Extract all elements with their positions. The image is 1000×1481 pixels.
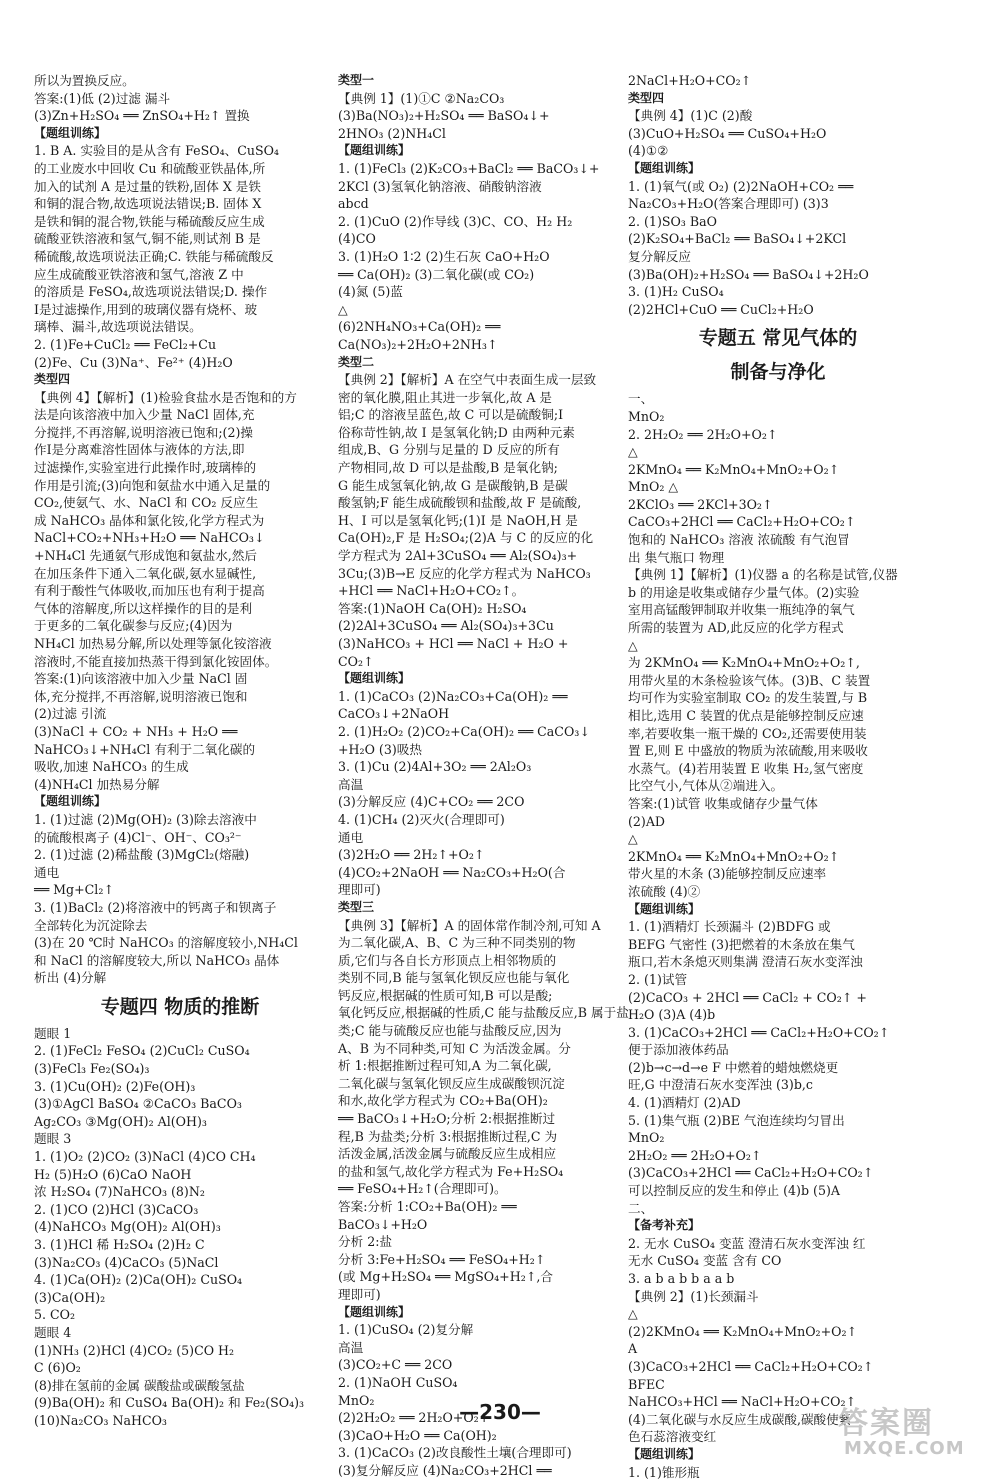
text-line: 铝;C 的溶液呈蓝色,故 C 可以是硫酸铜;I: [338, 407, 564, 423]
text-line: (4)NH₄Cl 加热易分解: [34, 776, 160, 792]
text-line: (2)K₂SO₄+BaCl₂ ══ BaSO₄↓+2KCl: [628, 231, 847, 247]
text-line: 2. (1)试管: [628, 971, 688, 987]
text-line: ══ Mg+Cl₂↑: [34, 882, 114, 898]
text-line: △: [338, 301, 348, 317]
text-line: 和水,故化学方程式为 CO₂+Ba(OH)₂: [338, 1093, 548, 1109]
text-line: 1. B A. 实验目的是从含有 FeSO₄、CuSO₄: [34, 143, 279, 159]
text-line: NaCl+CO₂+NH₃+H₂O ══ NaHCO₃↓: [34, 530, 265, 546]
text-line: 3. (1)HCl 稀 H₂SO₄ (2)H₂ C: [34, 1237, 205, 1252]
text-line: 于更多的二氧化碳参与反应;(4)因为: [34, 618, 233, 634]
text-line: MnO₂: [628, 1130, 665, 1146]
text-line: (或 Mg+H₂SO₄ ══ MgSO₄+H₂↑,合: [338, 1269, 553, 1285]
text-line: 分析 3:Fe+H₂SO₄ ══ FeSO₄+H₂↑: [338, 1251, 546, 1267]
text-line: 2NaCl+H₂O+CO₂↑: [628, 73, 752, 88]
text-line: 成 NaHCO₃ 晶体和氯化铵,化学方程式为: [34, 512, 265, 528]
text-line: (6)2NH₄NO₃+Ca(OH)₂ ══: [338, 319, 501, 335]
text-line: 3. (1)BaCl₂ (2)将溶液中的钙离子和钡离子: [34, 899, 277, 915]
text-line: 密的氧化膜,阻止其进一步氧化,故 A 是: [338, 389, 553, 405]
text-line: 出 集气瓶口 物理: [628, 549, 725, 565]
text-line: 类;C 能与硫酸反应也能与盐酸反应,因为: [338, 1023, 562, 1039]
text-line: 3. (1)Cu(OH)₂ (2)Fe(OH)₃: [34, 1078, 196, 1094]
page-number: —230—: [459, 1400, 541, 1424]
text-line: 3. (1)CaCO₃ (2)改良酸性土壤(合理即可): [338, 1445, 572, 1461]
section-heading: 【题组训练】: [34, 125, 107, 140]
text-line: 程,B 为盐类;分析 3:根据推断过程,C 为: [338, 1128, 558, 1144]
text-line: 3. (1)CaCO₃+2HCl ══ CaCl₂+H₂O+CO₂↑: [628, 1024, 890, 1040]
text-line: abcd: [338, 196, 369, 212]
text-line: 学方程式为 2Al+3CuSO₄ ══ Al₂(SO₄)₃+: [338, 548, 578, 564]
text-line: 分析 2:盐: [338, 1234, 393, 1250]
text-line: 答案:(1)NaOH Ca(OH)₂ H₂SO₄: [338, 600, 527, 616]
text-line: 3. (1)H₂O 1∶2 (2)生石灰 CaO+H₂O: [338, 248, 550, 264]
text-line: 4. (1)酒精灯 (2)AD: [628, 1095, 741, 1111]
text-line: 1. (1)CaCO₃ (2)Na₂CO₃+Ca(OH)₂ ══: [338, 688, 568, 704]
text-line: 【典例 4】(1)C (2)酸: [628, 108, 753, 124]
text-line: (9)Ba(OH)₂ 和 CuSO₄ Ba(OH)₂ 和 Fe₂(SO₄)₃: [34, 1395, 305, 1411]
text-line: △: [628, 1306, 638, 1322]
text-line: 比空气小,气体从②端进入。: [628, 778, 784, 794]
section-heading: 类型四: [34, 372, 71, 387]
text-line: (2)2HCl+CuO ══ CuCl₂+H₂O: [628, 301, 814, 317]
text-line: 俗称苛性钠,故 I 是氢氧化钠;D 由两种元素: [338, 424, 575, 440]
watermark-text: 答案圈: [838, 1406, 934, 1441]
text-line: 类别不同,B 能与氢氧化钡反应也能与氧化: [338, 970, 570, 986]
text-line: 1. (1)CuSO₄ (2)复分解: [338, 1322, 474, 1338]
text-line: 【典例 3】【解析】A 的固体常作制冷剂,可知 A: [338, 917, 601, 933]
text-line: 产物相同,故 D 可以是盐酸,B 是氧化钠;: [338, 460, 558, 476]
text-line: +HCl ══ NaCl+H₂O+CO₂↑。: [338, 583, 525, 599]
text-line: H₂ (5)H₂O (6)CaO NaOH: [34, 1166, 192, 1182]
text-line: MnO₂ △: [628, 479, 679, 495]
text-line: (3)NaCl + CO₂ + NH₃ + H₂O ══: [34, 723, 238, 739]
text-line: 的硫酸根离子 (4)Cl⁻、OH⁻、CO₃²⁻: [34, 829, 242, 845]
text-line: (3)Zn+H₂SO₄ ══ ZnSO₄+H₂↑ 置换: [34, 108, 250, 124]
text-line: 氧化钙反应,根据碱的性质,C 能与盐酸反应,B 属于盐: [338, 1005, 629, 1021]
text-line: 2. 2H₂O₂ ══ 2H₂O+O₂↑: [628, 426, 778, 442]
text-line: 均可作为实验室制取 CO₂ 的发生装置,与 B: [628, 690, 868, 706]
text-line: (2)Fe、Cu (3)Na⁺、Fe²⁺ (4)H₂O: [34, 354, 233, 370]
text-line: 高温: [338, 1339, 364, 1355]
text-line: (3)在 20 ℃时 NaHCO₃ 的溶解度较小,NH₄Cl: [34, 935, 298, 951]
text-line: 5. CO₂: [34, 1307, 76, 1323]
section-heading: 类型四: [628, 90, 665, 105]
text-line: 质,它们与各自长方形顶点上相邻物质的: [338, 952, 557, 968]
section-heading: 【题组训练】: [628, 160, 701, 175]
text-line: 和 NaCl 的溶解度较大,所以 NaHCO₃ 晶体: [34, 952, 280, 968]
text-line: 带火星的木条 (3)能够控制反应速率: [628, 866, 827, 882]
text-line: 置 E,则 E 中盛放的物质为浓硫酸,用来吸收: [628, 743, 868, 759]
text-line: (1)NH₃ (2)HCl (4)CO₂ (5)CO H₂: [34, 1342, 235, 1358]
text-line: NH₄Cl 加热易分解,所以处理等氯化铵溶液: [34, 636, 272, 651]
text-line: 过滤操作,实验室进行此操作时,玻璃棒的: [34, 460, 257, 476]
text-line: BFEC: [628, 1376, 665, 1392]
text-line: H₂O (3)A (4)b: [628, 1007, 716, 1023]
text-line: 所需的装置为 AD,此反应的化学方程式: [628, 620, 844, 636]
text-line: 2H₂O₂ ══ 2H₂O+O₂↑: [628, 1147, 762, 1163]
text-line: (3)CaCO₃+2HCl ══ CaCl₂+H₂O+CO₂↑: [628, 1358, 874, 1374]
text-line: △: [628, 831, 638, 847]
text-line: △: [628, 444, 638, 460]
section-heading: 【题组训练】: [338, 1304, 411, 1319]
text-line: 2. (1)SO₃ BaO: [628, 213, 717, 229]
section-heading: 【题组训练】: [34, 794, 107, 809]
text-line: 的溶质是 FeSO₄,故选项说法错误;D. 操作: [34, 284, 268, 300]
text-line: 组成,B、G 分别与足量的 D 反应的所有: [338, 442, 560, 458]
text-line: 加入的试剂 A 是过量的铁粉,固体 X 是铁: [34, 178, 261, 194]
section-heading: 类型三: [338, 899, 375, 914]
text-line: (2)2H₂O₂ ══ 2H₂O+O₂↑: [338, 1410, 490, 1426]
text-line: 浓硫酸 (4)②: [628, 883, 701, 899]
text-line: 分搅拌,不再溶解,说明溶液已饱和;(2)操: [34, 424, 253, 440]
text-line: 答案:(1)低 (2)过滤 漏斗: [34, 90, 171, 106]
text-line: 瓶口,若木条熄灭则集满 澄清石灰水变浑浊: [628, 954, 863, 970]
text-line: (3)FeCl₃ Fe₂(SO₄)₃: [34, 1061, 150, 1077]
text-line: 率,若要收集一瓶干燥的 CO₂,还需要使用装: [628, 725, 867, 741]
text-line: 旺,G 中澄清石灰水变浑浊 (3)b,c: [628, 1077, 813, 1093]
text-line: 理即可): [338, 1286, 381, 1302]
text-line: 在加压条件下通入二氧化碳,氨水显碱性,: [34, 565, 257, 581]
text-line: 璃棒、漏斗,故选项说法错误。: [34, 319, 202, 335]
text-line: 复分解反应: [628, 248, 691, 264]
text-line: 二氧化碳与氢氧化钡反应生成碳酸钡沉淀: [338, 1075, 565, 1091]
text-line: MnO₂: [628, 408, 665, 424]
text-line: (3)NaHCO₃ + HCl ══ NaCl + H₂O +: [338, 636, 569, 651]
text-line: CaCO₃↓+2NaOH: [338, 706, 450, 722]
text-line: +NH₄Cl 先通氨气形成饱和氨盐水,然后: [34, 548, 257, 564]
section-heading: 【备考补充】: [628, 1218, 701, 1233]
text-line: 通电: [338, 829, 364, 845]
text-line: 1. (1)O₂ (2)CO₂ (3)NaCl (4)CO CH₄: [34, 1149, 256, 1165]
watermark-domain: MXQE.COM: [844, 1438, 965, 1459]
text-line: 题眼 3: [34, 1131, 72, 1147]
text-line: (2)CaCO₃ + 2HCl ══ CaCl₂ + CO₂↑ +: [628, 989, 867, 1005]
text-line: (3)Na₂CO₃ (4)CaCO₃ (5)NaCl: [34, 1254, 219, 1270]
text-line: 2. (1)CuO (2)作导线 (3)C、CO、H₂ H₂: [338, 213, 573, 229]
text-line: 3Cu;(3)B→E 反应的化学方程式为 NaHCO₃: [338, 565, 591, 581]
text-line: Ⅰ是过滤操作,用到的玻璃仪器有烧杯、玻: [34, 301, 258, 317]
text-line: 法是向该溶液中加入少量 NaCl 固体,充: [34, 407, 255, 423]
text-line: (3)CaO+H₂O ══ Ca(OH)₂: [338, 1427, 497, 1443]
text-line: b 的用途是收集或储存少量气体。(2)实验: [628, 584, 860, 600]
text-line: 无水 CuSO₄ 变蓝 含有 CO: [628, 1253, 782, 1269]
text-line: 【典例 1】(1)①C ②Na₂CO₃: [338, 90, 505, 106]
text-line: 3. (1)H₂ CuSO₄: [628, 284, 724, 300]
text-line: 硫酸亚铁溶液和氢气,铜不能,则试剂 B 是: [34, 231, 261, 247]
text-line: 二、: [628, 1200, 654, 1216]
text-line: 全部转化为沉淀除去: [34, 917, 148, 933]
text-line: A、B 为不同种类,可知 C 为活泼金属。分: [338, 1040, 571, 1056]
text-line: (3)CO₂+C ══ 2CO: [338, 1357, 453, 1373]
text-line: 2. (1)过滤 (2)稀盐酸 (3)MgCl₂(熔融): [34, 847, 250, 863]
text-line: 一、: [628, 391, 654, 407]
text-line: 和铜的混合物,故选项说法错误;B. 固体 X: [34, 196, 262, 212]
section-heading: 类型二: [338, 354, 375, 369]
text-line: ══ FeSO₄+H₂↑(合理即可)。: [338, 1181, 507, 1197]
text-line: 2. (1)H₂O₂ (2)CO₂+Ca(OH)₂ ══ CaCO₃↓: [338, 723, 590, 739]
text-line: (2)过滤 引流: [34, 706, 107, 722]
text-line: 答案:(1)试管 收集或储存少量气体: [628, 795, 818, 811]
text-line: (4)CO: [338, 231, 376, 247]
text-line: (3)Ba(NO₃)₂+H₂SO₄ ══ BaSO₄↓+: [338, 108, 550, 124]
text-line: (2)AD: [628, 813, 666, 829]
text-line: 1. (1)氧气(或 O₂) (2)2NaOH+CO₂ ══: [628, 178, 854, 194]
text-line: 4. (1)CH₄ (2)灭火(合理即可): [338, 811, 505, 827]
text-line: H、I 可以是氢氧化钙;(1)I 是 NaOH,H 是: [338, 512, 578, 528]
text-line: (4)CO₂+2NaOH ══ Na₂CO₃+H₂O(合: [338, 864, 566, 880]
text-line: 稀硫酸,故选项说法正确;C. 铁能与稀硫酸反: [34, 248, 274, 264]
text-line: 2. (1)NaOH CuSO₄: [338, 1374, 458, 1390]
text-line: BEFG 气密性 (3)把燃着的木条放在集气: [628, 936, 855, 952]
text-line: C (6)O₂: [34, 1360, 81, 1376]
text-line: Ca(OH)₂,F 是 H₂SO₄;(2)A 与 C 的反应的化: [338, 530, 594, 546]
text-line: 2. (1)FeCl₂ FeSO₄ (2)CuCl₂ CuSO₄: [34, 1043, 250, 1059]
text-line: CaCO₃+2HCl ══ CaCl₂+H₂O+CO₂↑: [628, 514, 856, 530]
text-line: 2. 无水 CuSO₄ 变蓝 澄清石灰水变浑浊 红: [628, 1235, 866, 1251]
text-line: 的工业废水中回收 Cu 和硫酸亚铁晶体,所: [34, 160, 266, 176]
text-line: 5. (1)集气瓶 (2)BE 气泡连续均匀冒出: [628, 1112, 845, 1128]
text-line: 为二氧化碳,A、B、C 为三种不同类别的物: [338, 935, 576, 951]
text-line: 析 1:根据推断过程可知,A 为二氧化碳,: [338, 1058, 552, 1074]
text-line: 答案:(1)向该溶液中加入少量 NaCl 固: [34, 671, 248, 687]
text-line: (2)2KMnO₄ ══ K₂MnO₄+MnO₂+O₂↑: [628, 1323, 858, 1339]
text-line: 吸收,加速 NaHCO₃ 的生成: [34, 759, 189, 775]
text-line: 相比,选用 C 装置的优点是能够控制反应速: [628, 708, 864, 723]
text-line: 用带火星的木条检验该气体。(3)B、C 装置: [628, 672, 871, 688]
text-line: (8)排在氢前的金属 碳酸盐或碳酸氢盐: [34, 1377, 245, 1393]
text-line: 应生成硫酸亚铁溶液和氢气,溶液 Z 中: [34, 266, 244, 282]
text-line: A: [628, 1341, 638, 1357]
text-line: 体,充分搅拌,不再溶解,说明溶液已饱和: [34, 688, 248, 704]
section-heading: 【题组训练】: [628, 1446, 701, 1461]
text-line: 题眼 1: [34, 1025, 72, 1041]
topic-title: 制备与净化: [730, 361, 826, 384]
text-line: (3)Ba(OH)₂+H₂SO₄ ══ BaSO₄↓+2H₂O: [628, 266, 869, 282]
column-left: [34, 72, 326, 1428]
text-line: ══ Ca(OH)₂ (3)二氧化碳(或 CO₂): [338, 266, 535, 282]
text-line: (3)CaCO₃+2HCl ══ CaCl₂+H₂O+CO₂↑: [628, 1165, 874, 1181]
text-line: 1. (1)酒精灯 长颈漏斗 (2)BDFG 或: [628, 919, 831, 935]
text-line: 作Ⅰ是分离难溶性固体与液体的方法,即: [34, 442, 245, 458]
text-line: (4)NaHCO₃ Mg(OH)₂ Al(OH)₃: [34, 1219, 221, 1235]
text-line: 理即可): [338, 882, 381, 898]
text-line: 溶液时,不能直接加热蒸干得到氯化铵固体。: [34, 653, 278, 669]
text-line: 高温: [338, 776, 364, 792]
watermark-logo: [838, 1398, 988, 1464]
text-line: (3)分解反应 (4)C+CO₂ ══ 2CO: [338, 794, 525, 810]
text-line: 饱和的 NaHCO₃ 溶液 浓硫酸 有气泡冒: [628, 532, 850, 548]
text-line: NaHCO₃+HCl ══ NaCl+H₂O+CO₂↑: [628, 1394, 857, 1410]
text-line: (10)Na₂CO₃ NaHCO₃: [34, 1412, 167, 1428]
topic-title: 专题四 物质的推断: [100, 995, 260, 1018]
text-line: 【典例 1】【解析】(1)仪器 a 的名称是试管,仪器: [628, 567, 898, 583]
text-line: 【典例 2】(1)长颈漏斗: [628, 1288, 759, 1304]
text-line: 1. (1)过滤 (2)Mg(OH)₂ (3)除去溶液中: [34, 811, 257, 827]
section-heading: 类型一: [338, 73, 375, 87]
text-line: 酸氢钠;F 能生成硫酸钡和盐酸,故 F 是硫酸,: [338, 495, 582, 511]
text-line: 3. (1)Cu (2)4Al+3O₂ ══ 2Al₂O₃: [338, 759, 532, 775]
text-line: +H₂O (3)吸热: [338, 741, 422, 757]
text-line: 析出 (4)分解: [34, 970, 107, 986]
text-line: (2)b→c→d→e F 中燃着的蜡烛燃烧更: [628, 1059, 839, 1075]
text-line: 钙反应,根据碱的性质可知,B 可以是酸;: [338, 987, 553, 1003]
text-line: CO₂↑: [338, 653, 374, 669]
text-line: 气体的溶解度,所以这样操作的目的是利: [34, 600, 253, 616]
text-line: (3)CuO+H₂SO₄ ══ CuSO₄+H₂O: [628, 125, 827, 141]
text-line: 水蒸气。(4)若用装置 E 收集 H₂,氢气密度: [628, 760, 864, 776]
text-line: 色石蕊溶液变红: [628, 1429, 717, 1445]
text-line: 活泼金属,活泼金属与硫酸反应生成相应: [338, 1146, 557, 1162]
text-line: 题眼 4: [34, 1324, 72, 1340]
text-line: BaCO₃↓+H₂O: [338, 1216, 428, 1232]
text-line: 1. (1)FeCl₃ (2)K₂CO₃+BaCl₂ ══ BaCO₃↓+: [338, 160, 600, 176]
text-line: (4)①②: [628, 143, 669, 159]
topic-title: 专题五 常见气体的: [698, 327, 858, 350]
text-line: 【典例 2】【解析】A 在空气中表面生成一层致: [338, 372, 597, 388]
text-line: MnO₂: [338, 1392, 375, 1408]
text-line: Ca(NO₃)₂+2H₂O+2NH₃↑: [338, 336, 498, 352]
text-line: ══ BaCO₃↓+H₂O;分析 2:根据推断过: [338, 1111, 556, 1127]
text-line: 4. (1)Ca(OH)₂ (2)Ca(OH)₂ CuSO₄: [34, 1272, 243, 1288]
text-line: 2. (1)Fe+CuCl₂ ══ FeCl₂+Cu: [34, 336, 217, 352]
text-line: (4)氮 (5)蓝: [338, 284, 403, 300]
section-heading: 【题组训练】: [338, 671, 411, 686]
text-line: NaHCO₃↓+NH₄Cl 有利于二氧化碳的: [34, 741, 256, 757]
text-line: (2)2Al+3CuSO₄ ══ Al₂(SO₄)₃+3Cu: [338, 618, 554, 634]
text-line: 室用高锰酸钾制取并收集一瓶纯净的氧气: [628, 602, 855, 618]
text-line: (3)Ca(OH)₂: [34, 1289, 106, 1305]
text-line: 【典例 4】【解析】(1)检验食盐水是否饱和的方: [34, 389, 297, 405]
text-line: 便于添加液体药品: [628, 1042, 729, 1058]
text-line: 2KMnO₄ ══ K₂MnO₄+MnO₂+O₂↑: [628, 848, 840, 864]
text-line: △: [628, 637, 638, 653]
text-line: 的盐和氢气,故化学方程式为 Fe+H₂SO₄: [338, 1163, 564, 1179]
text-line: 所以为置换反应。: [34, 73, 135, 88]
text-line: 浓 H₂SO₄ (7)NaHCO₃ (8)N₂: [34, 1184, 205, 1200]
text-line: CO₂,使氨气、水、NaCl 和 CO₂ 反应生: [34, 495, 259, 511]
text-line: G 能生成氢氧化钠,故 G 是碳酸钠,B 是碳: [338, 477, 568, 493]
text-line: 1. (1)锥形瓶: [628, 1464, 700, 1480]
text-line: 作用是引流;(3)向饱和氨盐水中通入足量的: [34, 477, 271, 493]
text-line: 2HNO₃ (2)NH₄Cl: [338, 125, 446, 141]
text-line: 2. (1)CO (2)HCl (3)CaCO₃: [34, 1201, 199, 1217]
section-heading: 【题组训练】: [338, 143, 411, 158]
text-line: 为 2KMnO₄ ══ K₂MnO₄+MnO₂+O₂↑,: [628, 655, 860, 671]
text-line: (3)①AgCl BaSO₄ ②CaCO₃ BaCO₃: [34, 1096, 242, 1112]
text-line: 通电: [34, 864, 60, 880]
text-line: (4)二氧化碳与水反应生成碳酸,碳酸使紫: [628, 1411, 852, 1427]
text-line: 2KMnO₄ ══ K₂MnO₄+MnO₂+O₂↑: [628, 461, 840, 477]
text-line: Ag₂CO₃ ③Mg(OH)₂ Al(OH)₃: [34, 1113, 207, 1129]
text-line: 2KCl (3)氢氧化钠溶液、硝酸钠溶液: [338, 178, 542, 194]
section-heading: 【题组训练】: [628, 901, 701, 916]
text-line: 2KClO₃ ══ 2KCl+3O₂↑: [628, 496, 773, 512]
text-line: 答案:分析 1:CO₂+Ba(OH)₂ ══: [338, 1199, 517, 1214]
text-line: 3. a b a b b a a b: [628, 1271, 735, 1286]
text-line: 可以控制反应的发生和停止 (4)b (5)A: [628, 1183, 840, 1199]
text-line: (3)2H₂O ══ 2H₂↑+O₂↑: [338, 847, 485, 863]
text-line: 是铁和铜的混合物,铁能与稀硫酸反应生成: [34, 213, 265, 229]
text-line: (3)复分解反应 (4)Na₂CO₃+2HCl ══: [338, 1462, 552, 1478]
text-line: Na₂CO₃+H₂O(答案合理即可) (3)3: [628, 196, 829, 212]
text-line: 有利于酸性气体吸收,而加压也有利于提高: [34, 583, 265, 599]
